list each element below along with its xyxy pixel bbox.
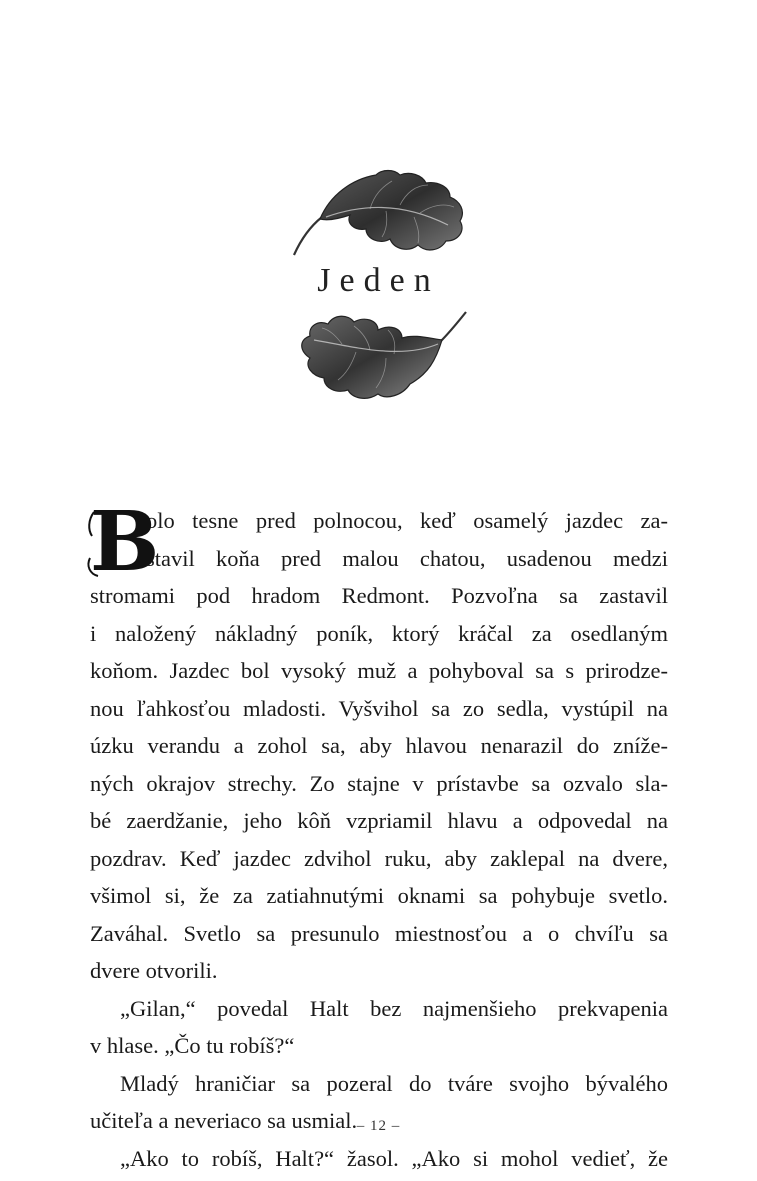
page-number: – 12 – (356, 1118, 401, 1134)
text-line-15: v hlase. „Čo tu robíš?“ (90, 1033, 295, 1058)
text-line-4: i naložený nákladný poník, ktorý kráčal za osedlaným (90, 620, 668, 646)
text-line-17: učiteľa a neveriaco sa usmial. (90, 1108, 358, 1133)
text-line-12: Zaváhal. Svetlo sa presunulo miestnosťou a o chvíľu sa (90, 920, 668, 946)
text-line-18: „Ako to robíš, Halt?“ žasol. „Ako si mohol vedieť, že (120, 1145, 668, 1171)
svg-text:B: B (90, 494, 160, 590)
text-line-14: „Gilan,“ povedal Halt bez najmenšieho prekvapenia (120, 995, 668, 1021)
text-line-9: bé zaerdžanie, jeho kôň vzpriamil hlavu a odpovedal na (90, 808, 668, 833)
text-line-11: všimol si, že za zatiahnutými oknami sa pohybuje svetlo. (90, 883, 668, 908)
text-line-3: stromami pod hradom Redmont. Pozvoľna sa zastavil (90, 583, 668, 608)
text-line-7: úzku verandu a zohol sa, aby hlavou nenarazil do zníže- (90, 733, 668, 758)
chapter-body-text (90, 494, 668, 1177)
text-line-2: stavil koňa pred malou chatou, usadenou medzi (146, 545, 668, 571)
oak-leaf-top-illustration (290, 165, 470, 260)
drop-cap-ornamental-letter (86, 494, 160, 590)
text-line-10: pozdrav. Keď jazdec zdvihol ruku, aby zaklepal na dvere, (90, 845, 668, 871)
text-line-5: koňom. Jazdec bol vysoký muž a pohyboval sa s prirodze- (90, 658, 668, 683)
text-line-16: Mladý hraničiar sa pozeral do tváre svojho bývalého (120, 1070, 668, 1096)
text-line-6: nou ľahkosťou mladosti. Vyšvihol sa zo sedla, vystúpil na (90, 695, 668, 721)
text-line-13: dvere otvorili. (90, 958, 218, 983)
text-line-1: olo tesne pred polnocou, keď osamelý jazdec za- (146, 508, 668, 533)
text-line-8: ných okrajov strechy. Zo stajne v prístavbe sa ozvalo sla- (90, 770, 668, 796)
oak-leaf-bottom-illustration (290, 310, 470, 405)
chapter-title: Jeden (317, 262, 440, 299)
